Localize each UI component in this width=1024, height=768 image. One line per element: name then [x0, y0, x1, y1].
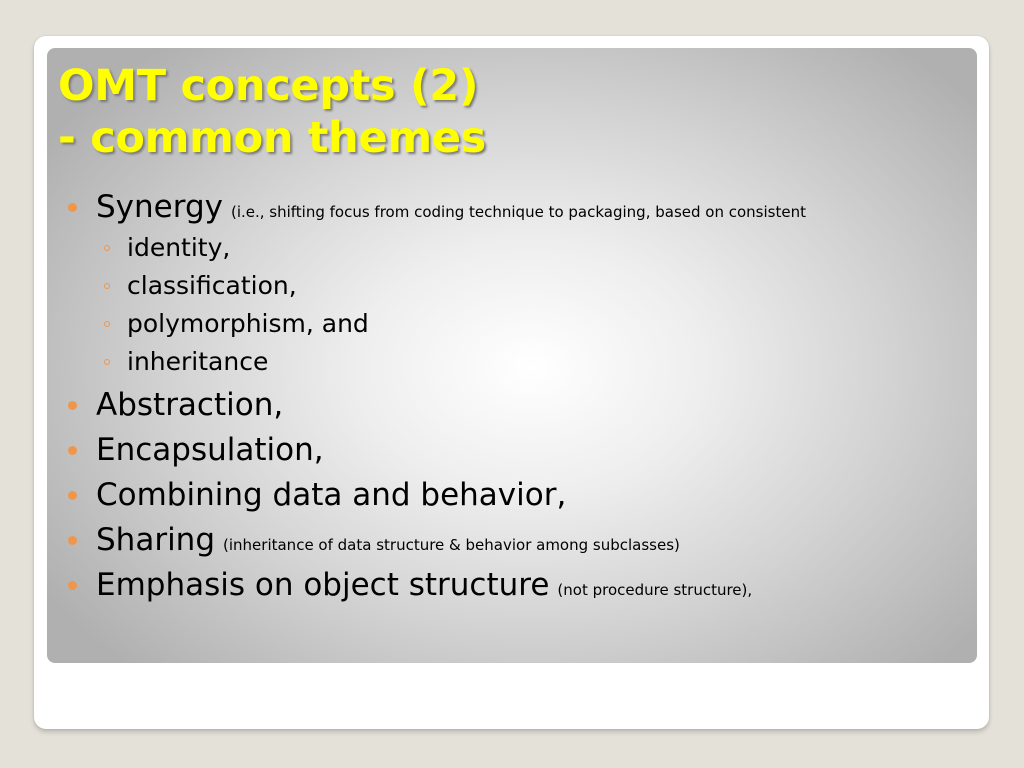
bullet-note: (i.e., shifting focus from coding technique to packaging, based on consistent	[230, 203, 806, 221]
sub-bullet-label: identity,	[127, 233, 231, 262]
bullet-label: Combining data and behavior,	[96, 477, 567, 513]
bullet-dot-icon	[68, 491, 77, 500]
sub-bullet-circle-icon	[104, 283, 110, 289]
sub-bullet-circle-icon	[104, 245, 110, 251]
bullet-note: (inheritance of data structure & behavior among subclasses)	[223, 536, 680, 554]
bullet-label: Encapsulation,	[96, 432, 324, 468]
bullet-label: Synergy	[96, 189, 223, 225]
sub-bullet-label: classification,	[127, 271, 297, 300]
bullet-dot-icon	[68, 203, 77, 212]
sub-bullet-circle-icon	[104, 321, 110, 327]
bullet-label: Sharing	[96, 522, 216, 558]
bullet-dot-icon	[68, 446, 77, 455]
bullet-label: Emphasis on object structure	[96, 567, 550, 603]
title-line-2: - common themes	[58, 113, 486, 163]
bullet-dot-icon	[68, 536, 77, 545]
bullet-dot-icon	[68, 401, 77, 410]
sub-bullet-label: polymorphism, and	[127, 309, 369, 338]
bullet-note: (not procedure structure),	[557, 581, 753, 599]
sub-bullet-label: inheritance	[127, 347, 269, 376]
bullet-label: Abstraction,	[96, 387, 284, 423]
title-line-1: OMT concepts (2)	[58, 61, 479, 111]
sub-bullet-circle-icon	[104, 359, 110, 365]
slide-title	[58, 60, 486, 164]
bullet-dot-icon	[68, 581, 77, 590]
